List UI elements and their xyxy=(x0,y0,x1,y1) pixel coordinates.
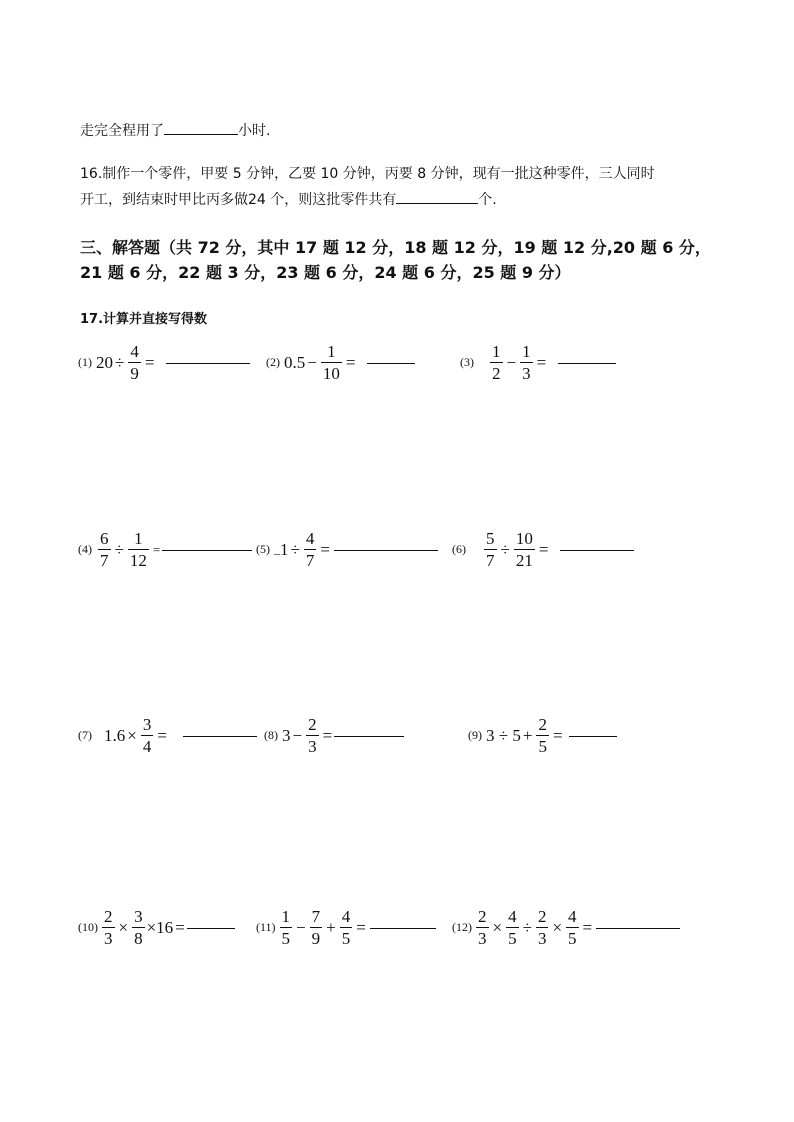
equals-sign: = xyxy=(320,539,330,559)
operator: − xyxy=(296,917,306,937)
fraction xyxy=(340,908,353,947)
operand: 1.6 xyxy=(104,725,126,745)
q17-title: 17.计算并直接写得数 xyxy=(80,312,208,327)
numerator: 3 xyxy=(134,907,143,926)
operator: ÷ xyxy=(500,539,510,559)
numerator: 4 xyxy=(130,342,139,361)
answer-blank xyxy=(164,120,238,135)
answer-blank xyxy=(396,189,478,204)
answer-blank xyxy=(166,362,250,364)
problem-5 xyxy=(256,530,438,569)
fraction xyxy=(506,908,519,947)
problem-11 xyxy=(256,908,436,947)
equals-sign: = xyxy=(144,352,155,372)
denominator: 7 xyxy=(100,551,109,570)
problem-number: (6) xyxy=(452,542,466,556)
numerator: 1 xyxy=(492,342,501,361)
operator: − xyxy=(506,352,517,372)
operand: 20 xyxy=(96,352,113,372)
numerator: 2 xyxy=(538,715,547,734)
operand: 0.5 xyxy=(284,352,306,372)
fraction xyxy=(536,908,549,947)
denominator: 12 xyxy=(129,551,147,570)
denominator: 5 xyxy=(508,929,517,948)
problem-4 xyxy=(78,530,252,569)
operand: 3 ÷ 5 xyxy=(486,725,521,745)
problem-12 xyxy=(452,908,680,947)
section-heading-line2: 21 题 6 分，22 题 3 分，23 题 6 分，24 题 6 分，25 题 9 分） xyxy=(80,263,571,282)
numerator: 7 xyxy=(311,907,321,926)
operator: ÷ xyxy=(114,539,124,559)
denominator: 9 xyxy=(130,364,139,383)
fraction xyxy=(141,716,154,755)
fraction xyxy=(128,343,141,382)
operator: ÷ xyxy=(290,539,300,559)
fraction xyxy=(484,530,497,569)
numerator: 5 xyxy=(486,529,495,548)
denominator: 3 xyxy=(522,364,531,383)
problem-number: (5) xyxy=(256,542,270,556)
numerator: 2 xyxy=(308,715,317,734)
equals-sign: = xyxy=(582,917,593,937)
denominator: 5 xyxy=(568,929,577,948)
denominator: 3 xyxy=(537,929,547,948)
problem-number: (3) xyxy=(460,355,474,369)
operator: × xyxy=(127,725,137,745)
fraction xyxy=(98,530,111,569)
fraction xyxy=(566,908,579,947)
denominator: 21 xyxy=(515,551,533,570)
answer-blank xyxy=(162,549,252,551)
equals-sign: = xyxy=(152,541,161,557)
fraction xyxy=(514,530,535,569)
problem-8 xyxy=(264,716,404,755)
intro-text-after: 小时. xyxy=(238,123,271,139)
numerator: 2 xyxy=(537,907,547,926)
denominator: 7 xyxy=(486,551,495,570)
q16-line2 xyxy=(80,189,497,209)
numerator: 2 xyxy=(478,907,487,926)
problem-number: (4) xyxy=(78,542,92,556)
denominator: 5 xyxy=(281,929,291,948)
numerator: 1 xyxy=(281,907,291,926)
intro-text-before: 走完全程用了 xyxy=(80,123,164,139)
problem-2 xyxy=(266,343,415,382)
denominator: 2 xyxy=(492,364,501,383)
numerator: 4 xyxy=(341,907,351,926)
fraction xyxy=(306,716,319,755)
equals-sign: = xyxy=(157,725,167,745)
denominator: 5 xyxy=(341,929,351,948)
equals-sign: = xyxy=(356,917,366,937)
fraction xyxy=(280,908,293,947)
equals-sign: = xyxy=(322,725,333,745)
fraction xyxy=(476,908,489,947)
problem-number: (2) xyxy=(266,355,280,369)
answer-blank xyxy=(367,362,415,364)
problem-3 xyxy=(460,343,616,382)
numerator: 6 xyxy=(100,529,109,548)
answer-blank xyxy=(334,735,404,737)
fraction xyxy=(102,908,115,947)
problem-number: (8) xyxy=(264,728,278,742)
problem-number: (9) xyxy=(468,728,482,742)
answer-blank xyxy=(569,735,617,737)
operator: − xyxy=(292,725,303,745)
prefix-mark: _ xyxy=(274,542,280,556)
equals-sign: = xyxy=(552,725,563,745)
problem-9 xyxy=(468,716,617,755)
equals-sign: = xyxy=(175,917,185,937)
fraction xyxy=(520,343,533,382)
numerator: 2 xyxy=(104,907,113,926)
problem-number: (11) xyxy=(256,920,276,934)
section-heading-line1: 三、解答题（共 72 分，其中 17 题 12 分，18 题 12 分，19 题 12 分,20 题 6 分， xyxy=(80,238,711,257)
fraction xyxy=(536,716,549,755)
denominator: 8 xyxy=(134,929,143,948)
operator: × xyxy=(492,917,503,937)
problem-6 xyxy=(452,530,634,569)
operand: 1 xyxy=(280,539,289,559)
fraction xyxy=(490,343,503,382)
numerator: 10 xyxy=(515,529,533,548)
denominator: 4 xyxy=(142,737,152,756)
answer-blank xyxy=(596,927,680,929)
denominator: 3 xyxy=(308,737,317,756)
equals-sign: = xyxy=(536,352,547,372)
answer-blank xyxy=(334,549,438,551)
problem-10 xyxy=(78,908,235,947)
numerator: 3 xyxy=(142,715,152,734)
denominator: 7 xyxy=(305,551,315,570)
fraction xyxy=(304,530,317,569)
denominator: 5 xyxy=(538,737,547,756)
fraction xyxy=(132,908,145,947)
operator: × xyxy=(552,917,563,937)
numerator: 1 xyxy=(327,342,336,361)
fraction xyxy=(128,530,149,569)
denominator: 9 xyxy=(311,929,321,948)
intro-line xyxy=(80,120,270,140)
answer-blank xyxy=(560,549,634,551)
numerator: 4 xyxy=(568,907,577,926)
numerator: 1 xyxy=(522,342,531,361)
operator: ÷ xyxy=(115,352,125,372)
q16-text-before: 开工，到结束时甲比丙多做24 个，则这批零件共有 xyxy=(80,192,397,208)
operator: + xyxy=(522,725,533,745)
denominator: 10 xyxy=(322,364,340,383)
denominator: 3 xyxy=(478,929,487,948)
operator: + xyxy=(326,917,336,937)
operand: ×16 xyxy=(146,917,174,937)
operator: − xyxy=(307,352,317,372)
problem-number: (1) xyxy=(78,355,92,369)
equals-sign: = xyxy=(345,352,356,372)
q16-text-after: 个. xyxy=(478,192,497,208)
fraction xyxy=(321,343,342,382)
numerator: 1 xyxy=(134,529,143,548)
problem-1 xyxy=(78,343,250,382)
operator: ÷ xyxy=(522,917,532,937)
answer-blank xyxy=(187,927,235,929)
operator: × xyxy=(118,917,129,937)
problem-number: (10) xyxy=(78,920,98,934)
answer-blank xyxy=(370,927,436,929)
numerator: 4 xyxy=(305,529,315,548)
problem-number: (7) xyxy=(78,728,92,742)
answer-blank xyxy=(558,362,616,364)
operand: 3 xyxy=(282,725,291,745)
denominator: 3 xyxy=(104,929,113,948)
fraction xyxy=(310,908,323,947)
problem-7 xyxy=(78,716,257,755)
numerator: 4 xyxy=(508,907,517,926)
answer-blank xyxy=(183,735,257,737)
problem-number: (12) xyxy=(452,920,472,934)
equals-sign: = xyxy=(538,539,549,559)
q16-line1: 16.制作一个零件，甲要 5 分钟，乙要 10 分钟，丙要 8 分钟，现有一批这种零件，三人同时 xyxy=(80,166,655,182)
